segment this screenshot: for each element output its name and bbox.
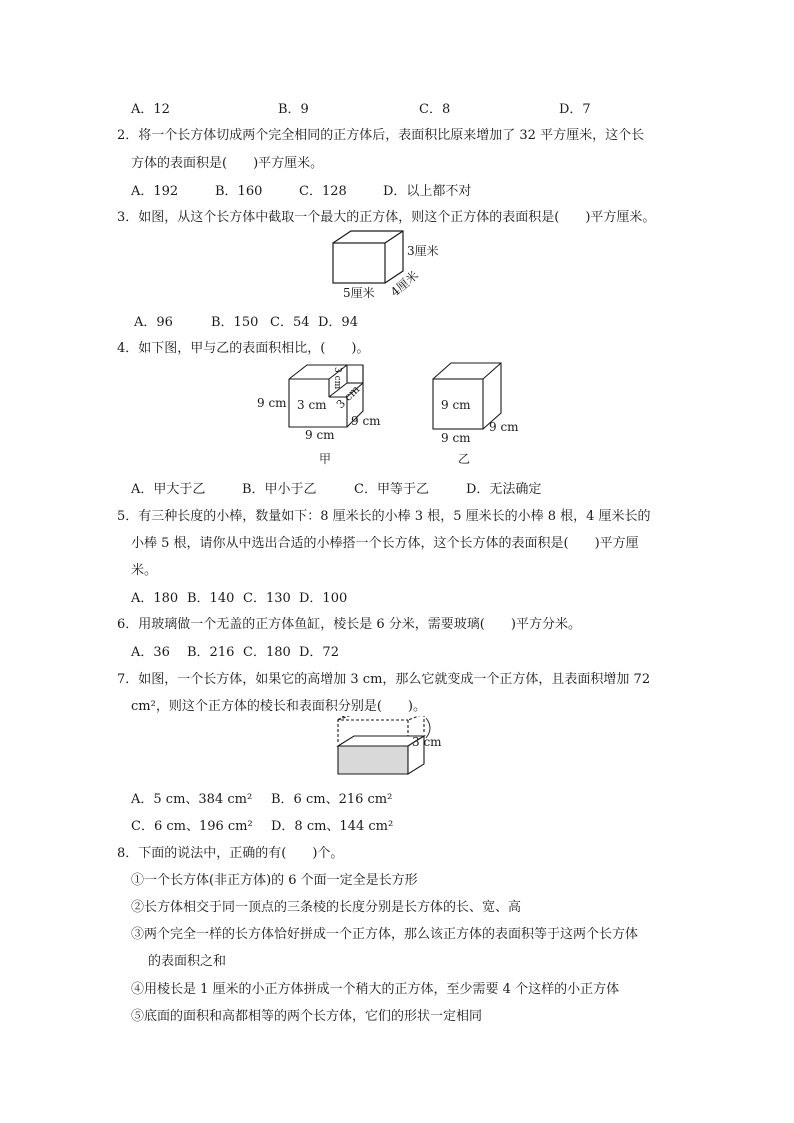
q4-jia-left-label: 9 cm	[257, 396, 287, 410]
q3-option-b[interactable]: B．150	[211, 315, 259, 330]
q1-option-d[interactable]: D．7	[559, 102, 591, 117]
q4-yi-caption: 乙	[458, 452, 471, 466]
q7-height-label: 3 cm	[412, 735, 442, 749]
q8-statement-2: ②长方体相交于同一顶点的三条棱的长度分别是长方体的长、宽、高	[131, 900, 522, 915]
q8-statement-1: ①一个长方体(非正方体)的 6 个面一定全是长方形	[131, 873, 418, 888]
q4-yi-front-label: 9 cm	[441, 398, 471, 412]
q1-option-c[interactable]: C．8	[419, 102, 451, 117]
q3-option-d[interactable]: D．94	[318, 315, 358, 330]
q4-option-b[interactable]: B．甲小于乙	[242, 482, 317, 497]
q8-text-line1: 8．下面的说法中，正确的有( )个。	[117, 846, 344, 861]
q4-jia-inner-top-label: 3 cm	[332, 367, 342, 390]
q7-option-d[interactable]: D．8 cm、144 cm²	[271, 819, 394, 834]
q2-text-line2: 方体的表面积是( )平方厘米。	[131, 156, 324, 171]
q3-cuboid-figure	[325, 225, 460, 305]
q5-option-a[interactable]: A．180	[131, 591, 179, 606]
q2-text-line1: 2．将一个长方体切成两个完全相同的正方体后，表面积比原来增加了 32 平方厘米，这个长	[117, 128, 645, 143]
q8-statement-3-cont: 的表面积之和	[148, 954, 227, 969]
q6-text-line1: 6．用玻璃做一个无盖的正方体鱼缸，棱长是 6 分米，需要玻璃( )平方分米。	[117, 617, 581, 632]
q7-text-line1: 7．如图，一个长方体，如果它的高增加 3 cm，那么它就变成一个正方体，且表面积增加 72	[117, 672, 651, 687]
q1-option-a[interactable]: A．12	[131, 102, 170, 117]
q3-width-label: 4厘米	[387, 268, 422, 300]
q1-option-b[interactable]: B．9	[278, 102, 309, 117]
q5-text-line1: 5．有三种长度的小棒，数量如下：8 厘米长的小棒 3 根，5 厘米长的小棒 8 根，4 厘米长的	[117, 509, 651, 524]
q2-option-a[interactable]: A．192	[131, 184, 179, 199]
q2-option-b[interactable]: B．160	[215, 184, 263, 199]
q3-length-label: 5厘米	[343, 286, 375, 300]
q5-option-c[interactable]: C．130	[243, 591, 291, 606]
q4-option-a[interactable]: A．甲大于乙	[131, 482, 206, 497]
q4-jia-inner-side-label: 3 cm	[333, 382, 363, 412]
q4-yi-bottom-label: 9 cm	[441, 431, 471, 445]
q4-figure-jia	[253, 357, 393, 469]
q7-cuboid-figure	[330, 716, 445, 780]
q6-option-c[interactable]: C．180	[243, 645, 291, 660]
q3-option-a[interactable]: A．96	[134, 315, 173, 330]
q4-jia-side-label: 9 cm	[351, 414, 381, 428]
q3-height-label: 3厘米	[407, 244, 439, 258]
q3-option-c[interactable]: C．54	[270, 315, 310, 330]
q4-jia-inner-front-label: 3 cm	[297, 398, 327, 412]
q6-option-d[interactable]: D．72	[299, 645, 339, 660]
q3-text-line1: 3．如图，从这个长方体中截取一个最大的正方体，则这个正方体的表面积是( )平方厘米。	[117, 210, 656, 225]
q4-option-c[interactable]: C．甲等于乙	[354, 482, 429, 497]
q8-statement-4: ④用棱长是 1 厘米的小正方体拼成一个稍大的正方体，至少需要 4 个这样的小正方体	[131, 982, 620, 997]
q8-statement-3: ③两个完全一样的长方体恰好拼成一个正方体，那么该正方体的表面积等于这两个长方体	[131, 927, 639, 942]
q6-option-b[interactable]: B．216	[187, 645, 235, 660]
q4-jia-caption: 甲	[319, 452, 332, 466]
q4-figure-yi	[425, 357, 535, 469]
q6-option-a[interactable]: A．36	[131, 645, 170, 660]
q7-option-c[interactable]: C．6 cm、196 cm²	[131, 819, 253, 834]
q7-option-b[interactable]: B．6 cm、216 cm²	[271, 792, 393, 807]
q4-yi-side-label: 9 cm	[489, 420, 519, 434]
q4-text-line1: 4．如下图，甲与乙的表面积相比，( )。	[117, 341, 370, 356]
q2-option-c[interactable]: C．128	[299, 184, 347, 199]
q2-option-d[interactable]: D．以上都不对	[383, 184, 472, 199]
q7-text-line2: cm²，则这个正方体的棱长和表面积分别是( )。	[131, 699, 426, 714]
q5-text-line2: 小棒 5 根，请你从中选出合适的小棒搭一个长方体，这个长方体的表面积是( )平方厘	[131, 536, 639, 551]
q5-option-d[interactable]: D．100	[299, 591, 348, 606]
q4-option-d[interactable]: D．无法确定	[466, 482, 542, 497]
q5-option-b[interactable]: B．140	[187, 591, 235, 606]
q7-option-a[interactable]: A．5 cm、384 cm²	[131, 792, 253, 807]
q5-text-line3: 米。	[131, 563, 158, 578]
q4-jia-bottom-label: 9 cm	[305, 428, 335, 442]
q8-statement-5: ⑤底面的面积和高都相等的两个长方体，它们的形状一定相同	[131, 1009, 483, 1024]
